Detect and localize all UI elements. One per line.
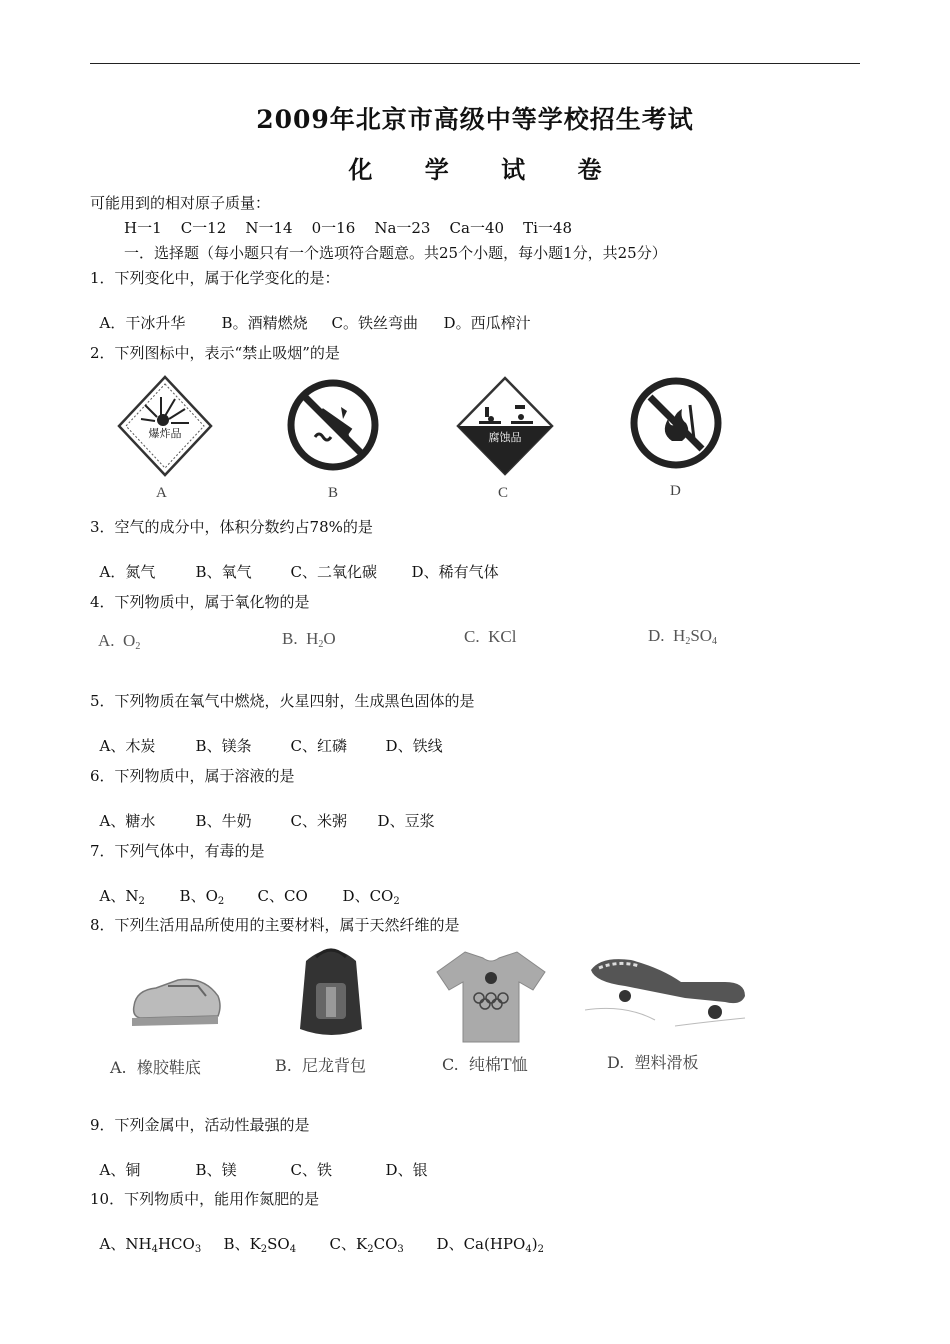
option-c[interactable]: C、红磷 xyxy=(290,737,348,755)
question-6-options xyxy=(90,791,435,831)
section-heading: 一．选择题（每小题只有一个选项符合题意。共25个小题，每小题1分，共25分） xyxy=(124,244,667,262)
option-b[interactable]: B、镁 xyxy=(195,1161,237,1179)
formula-option-d[interactable]: D. $H_2SO_4$ xyxy=(648,626,718,647)
option-d[interactable]: D、$Ca(HPO_4)_2$ xyxy=(436,1235,544,1255)
formula-option-b[interactable]: B. $H_2O$ xyxy=(282,629,336,650)
option-b[interactable]: B、氧气 xyxy=(195,563,252,581)
caption-a-rubber-sole: A. 橡胶鞋底 xyxy=(110,1058,201,1077)
question-6-stem: 6．下列物质中，属于溶液的是 xyxy=(90,767,295,785)
option-d[interactable]: D、银 xyxy=(385,1161,428,1179)
option-b[interactable]: B、$O_2$ xyxy=(179,887,225,907)
option-c[interactable]: C、米粥 xyxy=(290,812,348,830)
rubber-shoe-image[interactable] xyxy=(128,966,223,1032)
atomic-mass-values: H一1 C一12 N一14 0一16 Na一23 Ca一40 Ti一48 xyxy=(124,219,573,237)
image-label-a: A xyxy=(156,485,167,501)
option-a[interactable]: A、铜 xyxy=(99,1161,141,1179)
question-1-options xyxy=(90,293,531,333)
option-b[interactable]: B。酒精燃烧 xyxy=(221,314,308,332)
question-9-options xyxy=(90,1140,428,1180)
option-a[interactable]: A．干冰升华 xyxy=(99,314,186,332)
exam-title: 2009年北京市高级中等学校招生考试 xyxy=(256,105,694,134)
image-label-c: C xyxy=(498,485,509,501)
question-7-options xyxy=(90,866,400,912)
question-3-stem: 3．空气的成分中，体积分数约占78%的是 xyxy=(90,518,373,536)
option-c[interactable]: C、二氧化碳 xyxy=(290,563,378,581)
option-c[interactable]: C、铁 xyxy=(290,1161,333,1179)
caption-c-cotton-tshirt: C. 纯棉T恤 xyxy=(442,1055,528,1074)
option-c[interactable]: C、CO xyxy=(257,887,308,905)
nylon-backpack-image[interactable] xyxy=(296,947,366,1039)
caption-b-nylon-backpack: B. 尼龙背包 xyxy=(275,1056,367,1075)
question-8-stem: 8．下列生活用品所使用的主要材料，属于天然纤维的是 xyxy=(90,916,460,934)
option-a[interactable]: A、$NH_4HCO_3$ xyxy=(99,1235,202,1255)
exam-subtitle: 化 学 试 卷 xyxy=(348,155,624,184)
option-c[interactable]: C。铁丝弯曲 xyxy=(331,314,419,332)
question-2-stem: 2．下列图标中，表示“禁止吸烟”的是 xyxy=(90,344,340,362)
option-b[interactable]: B、镁条 xyxy=(195,737,252,755)
formula-option-a[interactable]: A. $O_2$ xyxy=(98,631,141,652)
question-10-stem: 10．下列物质中，能用作氮肥的是 xyxy=(90,1190,320,1208)
option-a[interactable]: A、木炭 xyxy=(99,737,156,755)
caption-d-plastic-skateboard: D. 塑料滑板 xyxy=(607,1053,699,1072)
cotton-tshirt-image[interactable] xyxy=(435,948,547,1044)
corrosive-sign-text: 腐蚀品 xyxy=(488,431,522,444)
explosive-sign-text: 爆炸品 xyxy=(148,427,182,440)
plastic-skateboard-image[interactable] xyxy=(585,950,750,1030)
image-label-d: D xyxy=(670,483,681,499)
question-7-stem: 7．下列气体中，有毒的是 xyxy=(90,842,265,860)
question-5-stem: 5．下列物质在氧气中燃烧，火星四射，生成黑色固体的是 xyxy=(90,692,475,710)
question-1-stem: 1．下列变化中，属于化学变化的是： xyxy=(90,269,340,287)
formula-option-c[interactable]: C. KCl xyxy=(464,627,517,646)
option-d[interactable]: D、豆浆 xyxy=(377,812,435,830)
question-4-stem: 4．下列物质中，属于氧化物的是 xyxy=(90,593,310,611)
option-a[interactable]: A、$N_2$ xyxy=(99,887,145,907)
no-fire-sign[interactable] xyxy=(628,375,724,471)
option-d[interactable]: D。西瓜榨汁 xyxy=(443,314,531,332)
explosive-sign[interactable] xyxy=(117,375,213,477)
question-5-options xyxy=(90,716,443,756)
question-10-options xyxy=(90,1214,544,1260)
option-c[interactable]: C、$K_2CO_3$ xyxy=(329,1235,404,1255)
question-9-stem: 9．下列金属中，活动性最强的是 xyxy=(90,1116,310,1134)
option-b[interactable]: B、牛奶 xyxy=(195,812,252,830)
option-b[interactable]: B、$K_2SO_4$ xyxy=(223,1235,297,1255)
no-smoking-sign[interactable] xyxy=(285,377,381,473)
atomic-mass-label: 可能用到的相对原子质量： xyxy=(90,194,271,212)
option-d[interactable]: D、稀有气体 xyxy=(411,563,499,581)
corrosive-sign[interactable] xyxy=(455,375,555,477)
question-3-options xyxy=(90,542,499,582)
option-a[interactable]: A．氮气 xyxy=(99,563,156,581)
top-rule xyxy=(90,63,860,64)
option-d[interactable]: D、铁线 xyxy=(385,737,443,755)
option-a[interactable]: A、糖水 xyxy=(99,812,156,830)
image-label-b: B xyxy=(328,485,339,501)
option-d[interactable]: D、$CO_2$ xyxy=(342,887,400,907)
